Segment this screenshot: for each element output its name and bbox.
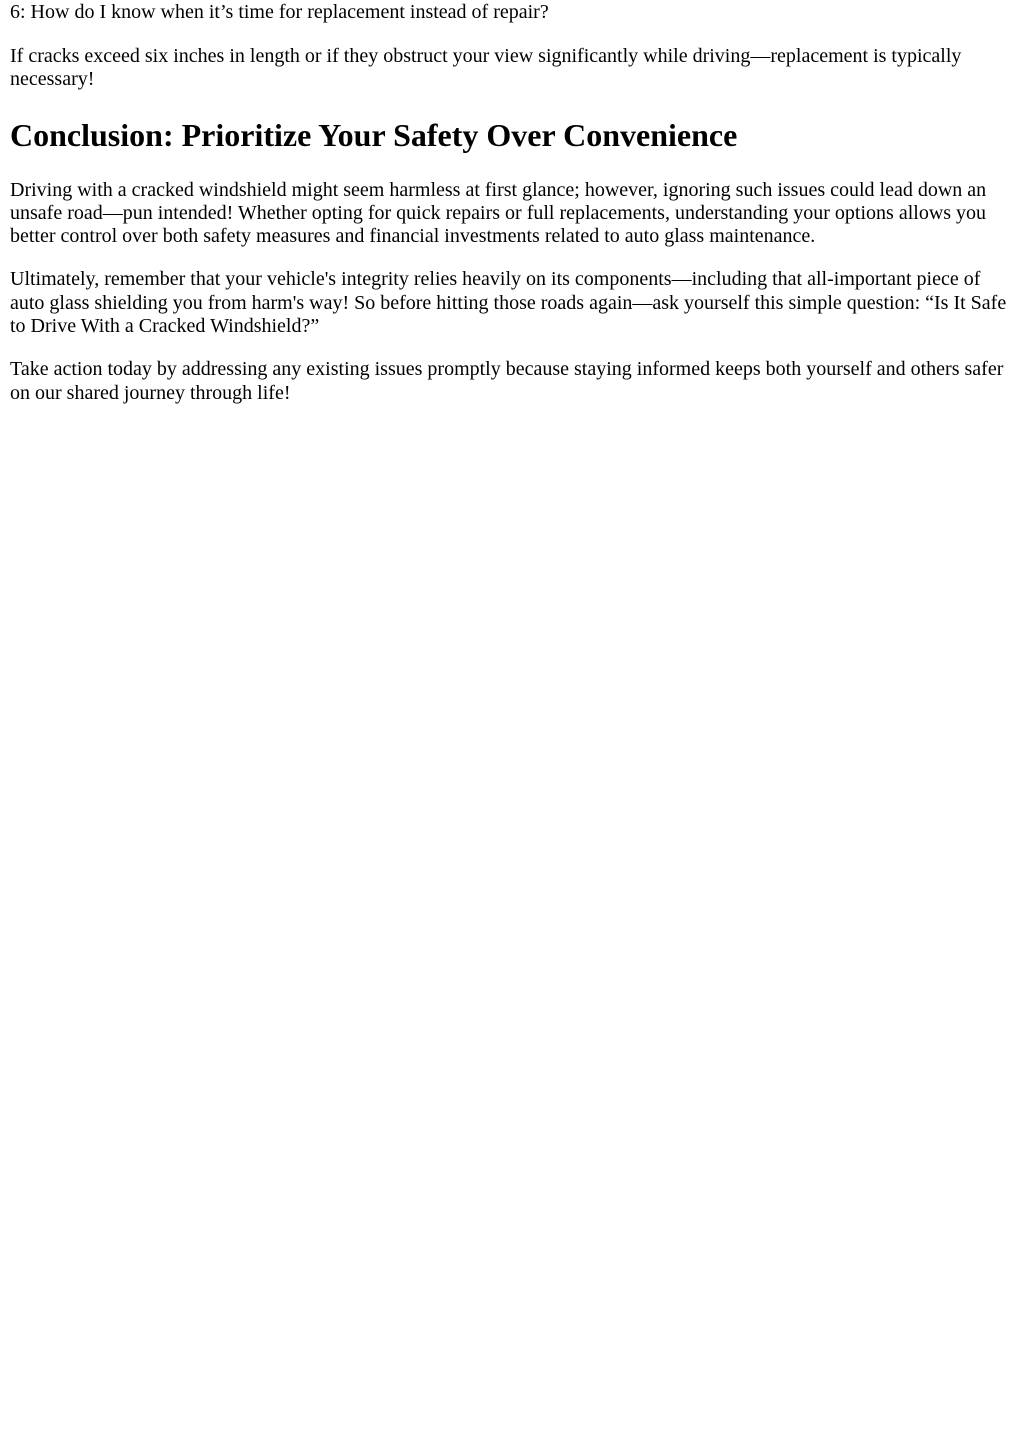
conclusion-paragraph-1: Driving with a cracked windshield might seem harmless at first glance; however, ignoring such issues could lead down an unsafe road—pun intended! Whether opting for quick repairs or full replacements, understanding your options allows you better control over both safety measures and financial investments related to auto glass maintenance. <box>10 178 987 248</box>
conclusion-paragraph-3: Take action today by addressing any existing issues promptly because staying informed keeps both yourself and others safer on our shared journey through life! <box>10 358 1004 404</box>
conclusion-heading: Conclusion: Prioritize Your Safety Over Convenience <box>10 116 738 153</box>
article-body <box>0 0 1024 405</box>
conclusion-paragraph-2: Ultimately, remember that your vehicle's integrity relies heavily on its components—including that all-important piece of auto glass shielding you from harm's way! So before hitting those roads again—ask yourself this simple question: “Is It Safe to Drive With a Cracked Windshield?” <box>10 268 1007 338</box>
faq-question: 6: How do I know when it’s time for replacement instead of repair? <box>10 1 549 23</box>
faq-answer: If cracks exceed six inches in length or if they obstruct your view significantly while driving—replacement is typically necessary! <box>10 45 962 91</box>
